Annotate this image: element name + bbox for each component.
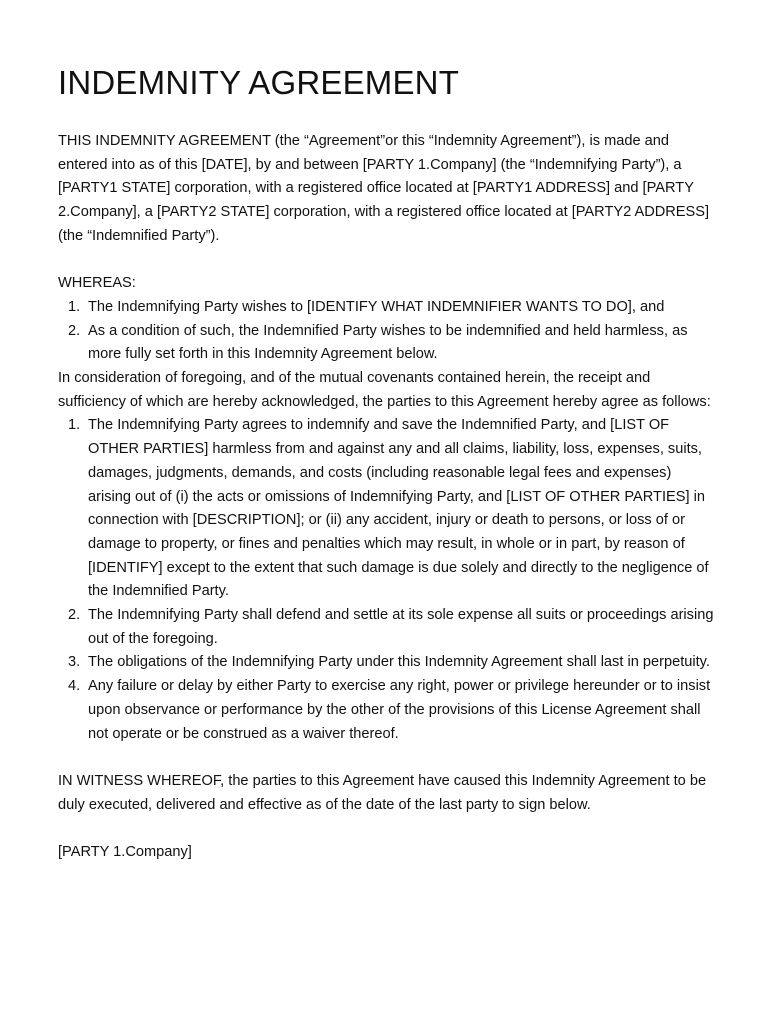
clauses-list xyxy=(58,414,718,746)
intro-paragraph: THIS INDEMNITY AGREEMENT (the “Agreement”or this “Indemnity Agreement”), is made and entered into as of this [DATE], by and between [PARTY 1.Company] (the “Indemnifying Party”), a [PARTY1 STATE] corporation, with a registered office located at [PARTY1 ADDRESS] and [PARTY 2.Company], a [PARTY2 STATE] corporation, with a registered office located at [PARTY2 ADDRESS] (the “Indemnified Party”). xyxy=(58,133,710,244)
list-text: The obligations of the Indemnifying Party under this Indemnity Agreement shall last in perpetuity. xyxy=(88,654,710,671)
list-number: 1. xyxy=(68,298,81,315)
list-text: The Indemnifying Party shall defend and settle at its sole expense all suits or proceedings arising out of the foregoing. xyxy=(88,607,714,647)
witness-paragraph: IN WITNESS WHEREOF, the parties to this Agreement have caused this Indemnity Agreement to be duly executed, delivered and effective as of the date of the last party to sign below. xyxy=(58,772,707,813)
list-item xyxy=(58,604,718,651)
whereas-list xyxy=(58,296,718,367)
list-number: 4. xyxy=(68,678,81,695)
signature-party-label: [PARTY 1.Company] xyxy=(58,844,192,861)
list-text: Any failure or delay by either Party to exercise any right, power or privilege hereunder or to insist upon observance or performance by the other of the provisions of this License Agreement shall not operate or be construed as a waiver thereof. xyxy=(88,678,711,742)
list-text: As a condition of such, the Indemnified Party wishes to be indemnified and held harmless, as more fully set forth in this Indemnity Agreement below. xyxy=(88,322,688,363)
list-number: 1. xyxy=(68,417,81,434)
list-number: 2. xyxy=(68,607,81,624)
list-item xyxy=(58,414,718,604)
list-item xyxy=(58,296,718,320)
consideration-paragraph: In consideration of foregoing, and of the mutual covenants contained herein, the receipt and sufficiency of which are hereby acknowledged, the parties to this Agreement hereby agree as follows: xyxy=(58,370,711,410)
list-number: 2. xyxy=(68,322,81,339)
list-item xyxy=(58,675,718,746)
list-text: The Indemnifying Party agrees to indemnify and save the Indemnified Party, and [LIST OF OTHER PARTIES] harmless from and against any and all claims, liability, loss, expenses, suits, damages, judgments, demands, and costs (including reasonable legal fees and expenses) arising out of (i) the acts or omissions of Indemnifying Party, and [LIST OF OTHER PARTIES] in connection with [DESCRIPTION]; or (ii) any accident, injury or death to persons, or loss of or damage to property, or fines and penalties which may result, in whole or in part, by reason of [IDENTIFY] except to the extent that such damage is due solely and directly to the negligence of the Indemnified Party. xyxy=(88,417,709,600)
list-item xyxy=(58,320,718,367)
spacer xyxy=(58,817,718,841)
document-title: INDEMNITY AGREEMENT xyxy=(58,64,460,101)
spacer xyxy=(58,746,718,770)
list-item xyxy=(58,651,718,675)
list-number: 3. xyxy=(68,654,81,671)
whereas-heading: WHEREAS: xyxy=(58,275,136,292)
spacer xyxy=(58,249,718,273)
list-text: The Indemnifying Party wishes to [IDENTIFY WHAT INDEMNIFIER WANTS TO DO], and xyxy=(88,298,665,315)
document-page xyxy=(58,62,718,865)
